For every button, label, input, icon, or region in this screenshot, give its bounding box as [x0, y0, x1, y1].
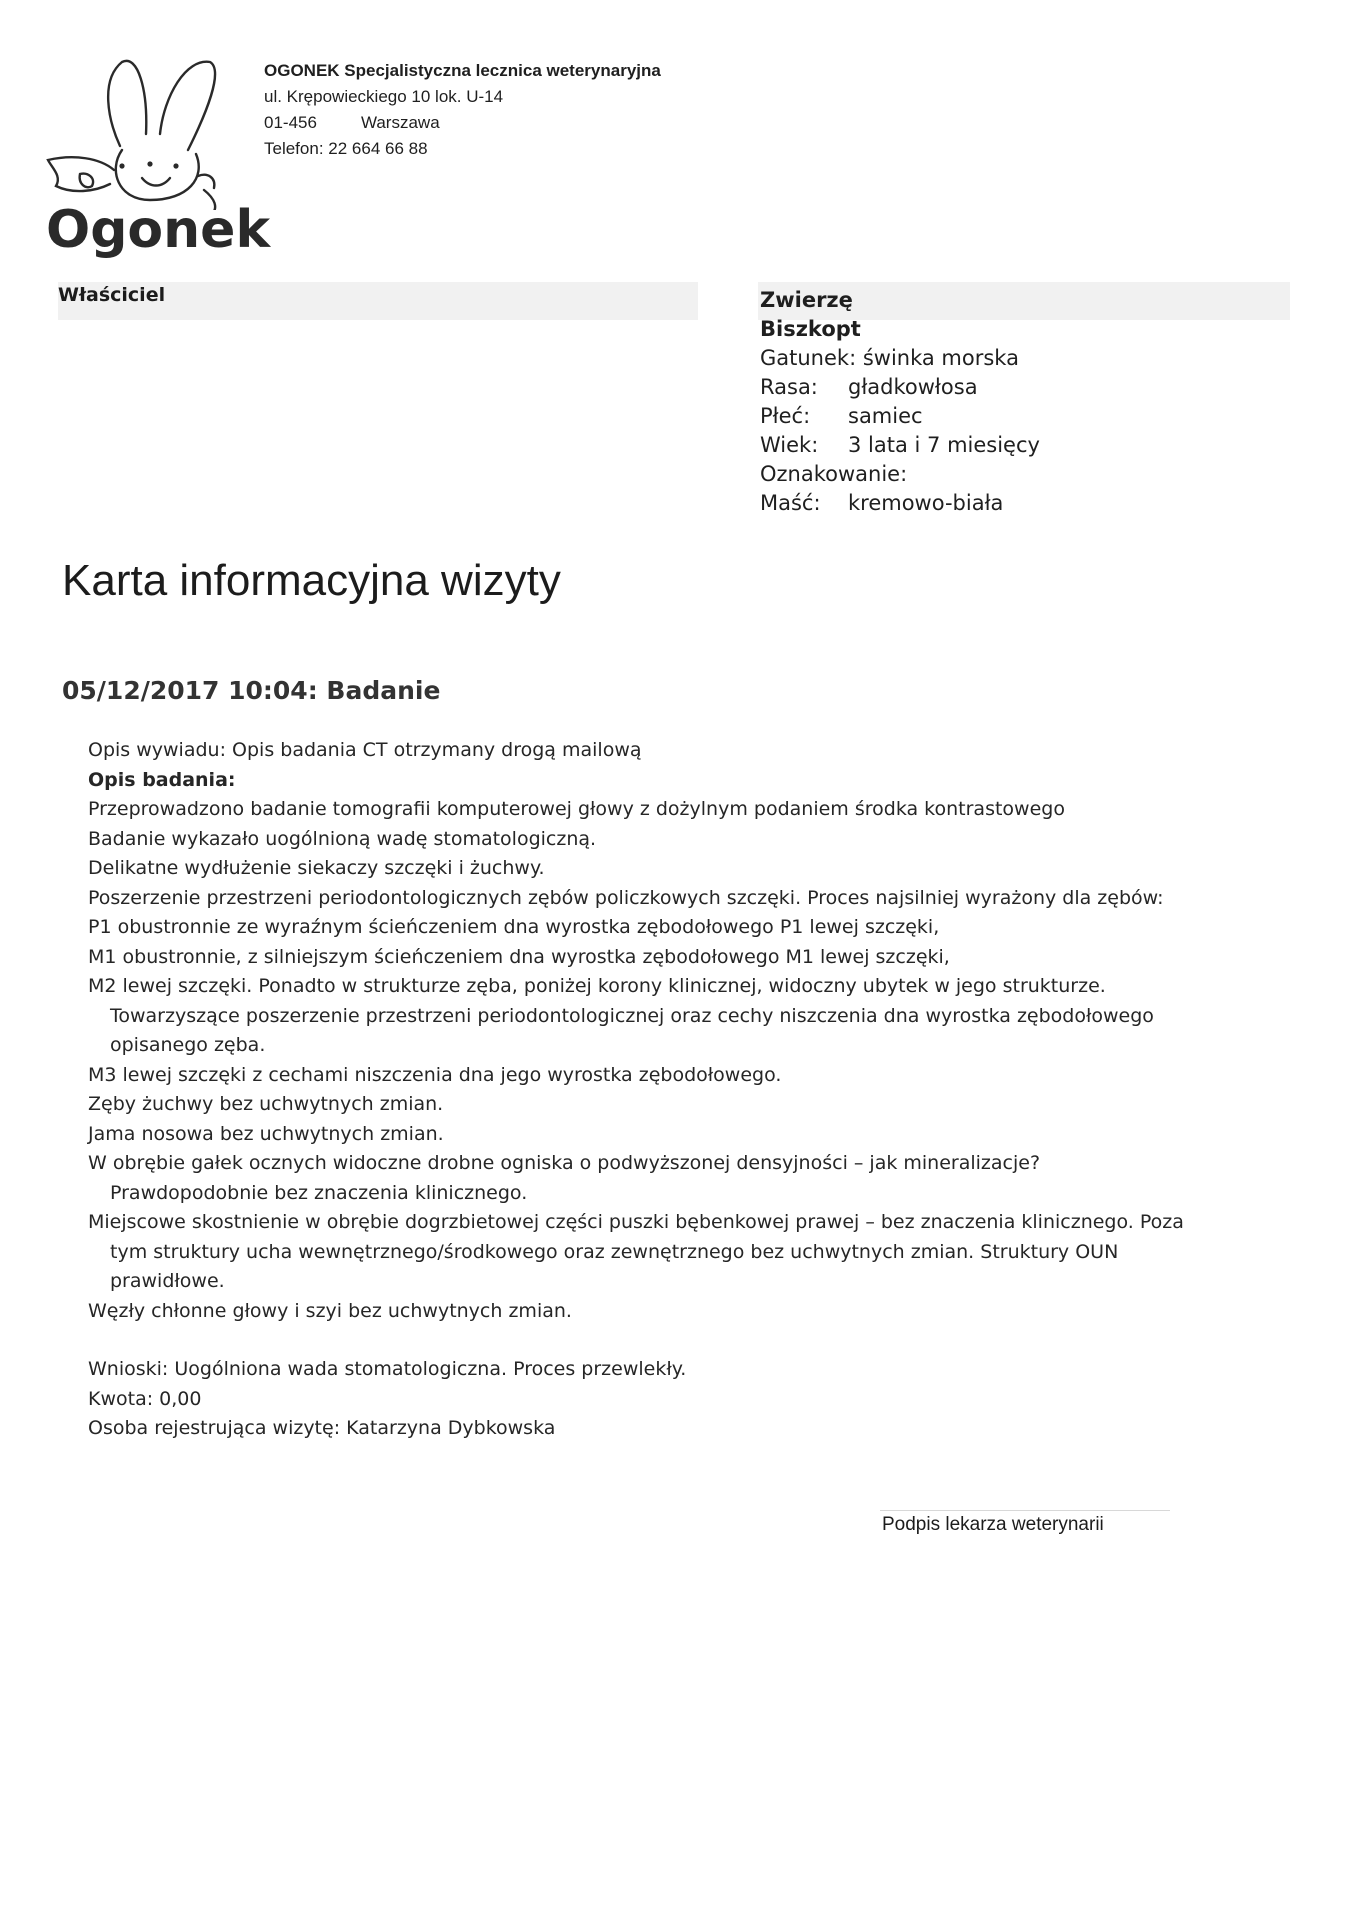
- report-line: Prawdopodobnie bez znaczenia klinicznego.: [110, 1181, 528, 1204]
- report-line: Przeprowadzono badanie tomografii komputerowej głowy z dożylnym podaniem środka kontrastowego: [88, 798, 1065, 820]
- animal-heading: Zwierzę: [760, 288, 853, 312]
- history-line: Opis wywiadu: Opis badania CT otrzymany drogą mailową: [88, 739, 642, 761]
- report-line: Jama nosowa bez uchwytnych zmian.: [88, 1122, 444, 1145]
- clinic-name: OGONEK Specjalistyczna lecznica weterynaryjna: [264, 61, 661, 80]
- animal-color-row: [760, 489, 1040, 518]
- animal-age-row: [760, 431, 1040, 460]
- report-line: M2 lewej szczęki. Ponadto w strukturze zęba, poniżej korony klinicznej, widoczny ubytek w jego strukturze.: [88, 975, 1106, 997]
- sex-value: samiec: [848, 404, 923, 428]
- document-title: Karta informacyjna wizyty: [62, 556, 561, 605]
- amount: Kwota: 0,00: [88, 1387, 202, 1410]
- report-line: prawidłowe.: [110, 1270, 225, 1292]
- report-line: Miejscowe skostnienie w obrębie dogrzbietowej części puszki bębenkowej prawej – bez znaczenia klinicznego. Poza: [88, 1211, 1184, 1233]
- rabbit-logo-icon: [38, 50, 258, 210]
- clinic-phone-label: Telefon:: [264, 139, 324, 158]
- conclusions: Wnioski: Uogólniona wada stomatologiczna. Proces przewlekły.: [88, 1358, 687, 1380]
- signature-label: Podpis lekarza weterynarii: [882, 1514, 1104, 1535]
- report-line: P1 obustronnie ze wyraźnym ścieńczeniem dna wyrostka zębodołowego P1 lewej szczęki,: [88, 916, 940, 938]
- report-line: Badanie wykazało uogólnioną wadę stomatologiczną.: [88, 827, 597, 850]
- sex-label: Płeć:: [760, 404, 811, 428]
- owner-heading: Właściciel: [58, 284, 166, 306]
- color-label: Maść:: [760, 491, 821, 515]
- report-line: Delikatne wydłużenie siekaczy szczęki i żuchwy.: [88, 857, 545, 879]
- clinic-info: [264, 58, 661, 162]
- report-line: M1 obustronnie, z silniejszym ścieńczeniem dna wyrostka zębodołowego M1 lewej szczęki,: [88, 945, 950, 968]
- clinic-city-row: [264, 110, 661, 136]
- visit-report: [88, 736, 1288, 1444]
- logo-wordmark: Ogonek: [46, 200, 271, 260]
- report-line: opisanego zęba.: [110, 1034, 266, 1056]
- visit-header: 05/12/2017 10:04: Badanie: [62, 676, 441, 705]
- report-line: Zęby żuchwy bez uchwytnych zmian.: [88, 1093, 444, 1115]
- animal-breed-row: [760, 373, 1040, 402]
- color-value: kremowo-biała: [848, 491, 1004, 515]
- spacer: [88, 1326, 1288, 1355]
- age-label: Wiek:: [760, 433, 819, 457]
- animal-sex-row: [760, 402, 1040, 431]
- signature-line: [880, 1510, 1170, 1511]
- clinic-city: Warszawa: [360, 113, 440, 132]
- report-line: W obrębie gałek ocznych widoczne drobne ogniska o podwyższonej densyjności – jak mineralizacje?: [88, 1152, 1041, 1174]
- report-line: Węzły chłonne głowy i szyi bez uchwytnych zmian.: [88, 1299, 572, 1322]
- clinic-postcode: 01-456: [264, 113, 317, 132]
- animal-species: Gatunek: świnka morska: [760, 346, 1019, 370]
- clinic-phone-row: [264, 136, 661, 162]
- animal-name: Biszkopt: [760, 317, 861, 341]
- breed-label: Rasa:: [760, 375, 818, 399]
- clinic-street: ul. Krępowieckiego 10 lok. U-14: [264, 87, 504, 106]
- registered-by: Osoba rejestrująca wizytę: Katarzyna Dybkowska: [88, 1417, 556, 1439]
- exam-heading: Opis badania:: [88, 768, 236, 791]
- age-value: 3 lata i 7 miesięcy: [848, 433, 1040, 457]
- animal-details: [760, 286, 1040, 518]
- breed-value: gładkowłosa: [848, 375, 978, 399]
- clinic-phone: 22 664 66 88: [328, 139, 428, 158]
- report-line: tym struktury ucha wewnętrznego/środkowego oraz zewnętrznego bez uchwytnych zmian. Struktury OUN: [110, 1240, 1119, 1263]
- report-line: Poszerzenie przestrzeni periodontologicznych zębów policzkowych szczęki. Proces najsilniej wyrażony dla zębów:: [88, 886, 1164, 909]
- report-line: M3 lewej szczęki z cechami niszczenia dna jego wyrostka zębodołowego.: [88, 1063, 782, 1086]
- report-line: Towarzyszące poszerzenie przestrzeni periodontologicznej oraz cechy niszczenia dna wyrostka zębodołowego: [110, 1004, 1154, 1027]
- animal-marking: Oznakowanie:: [760, 462, 908, 486]
